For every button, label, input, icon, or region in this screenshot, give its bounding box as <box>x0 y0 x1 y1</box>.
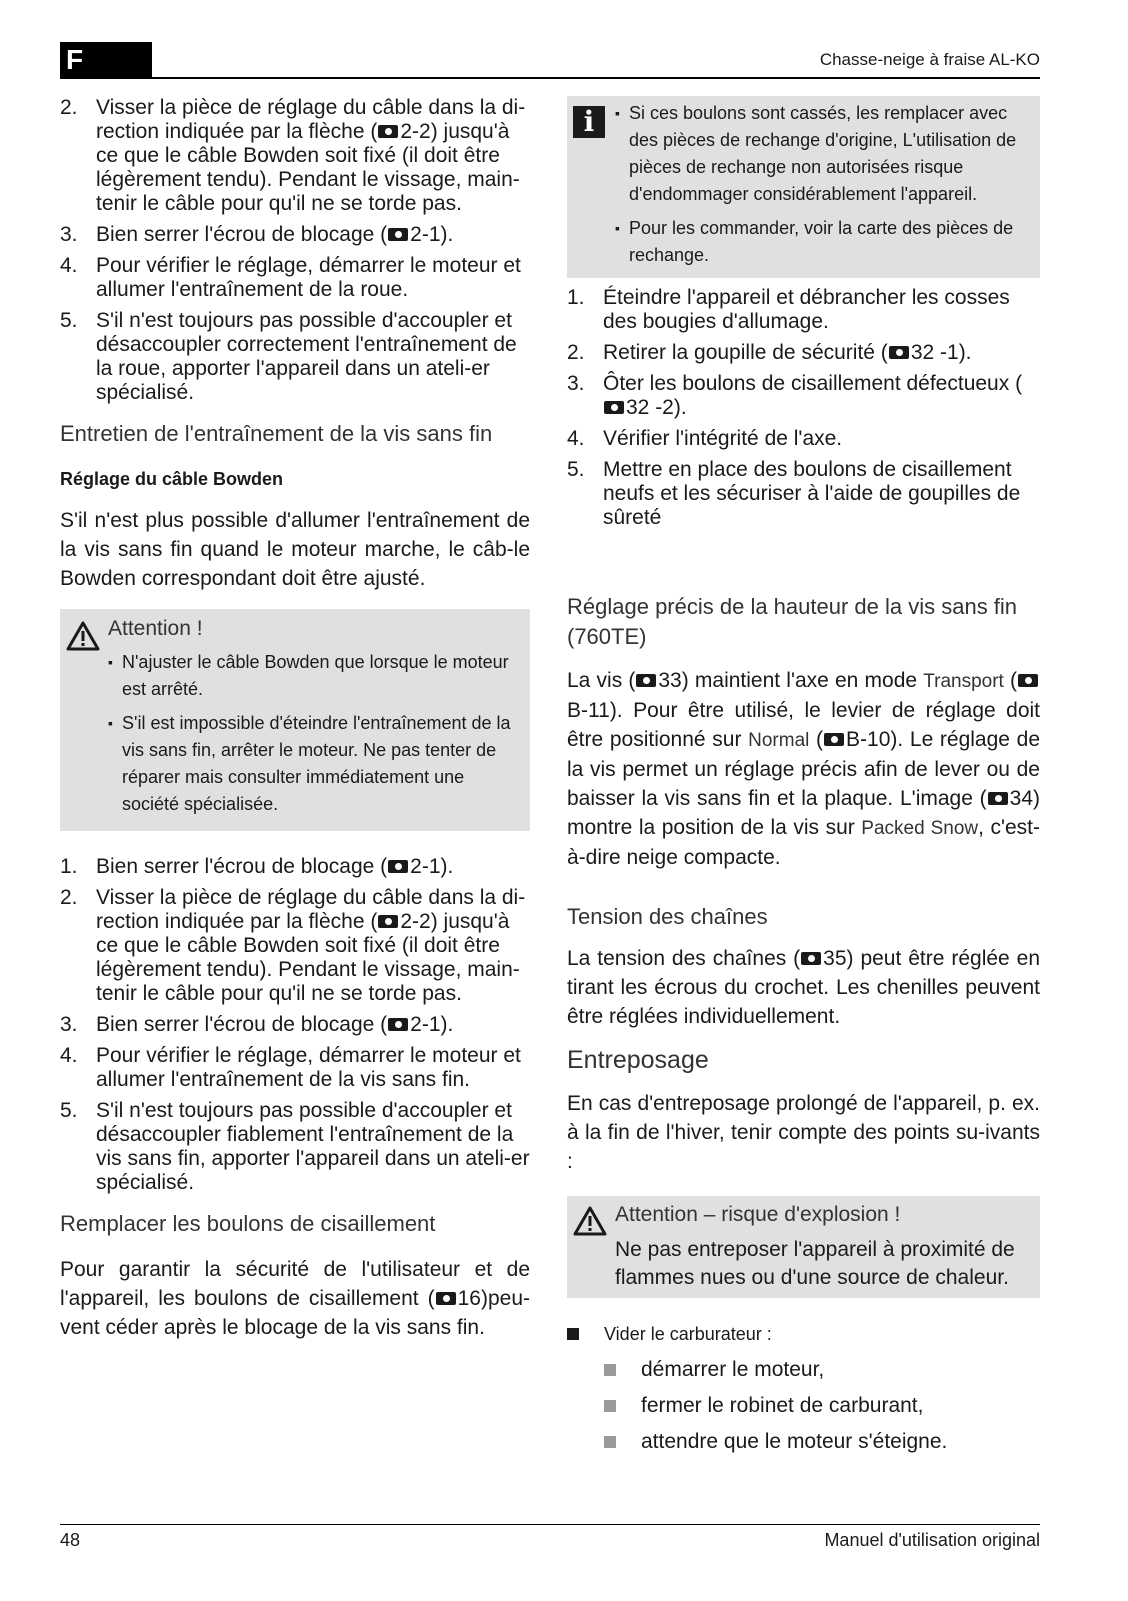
paragraph-text: La tension des chaînes ( <box>567 947 801 970</box>
figure-ref: 16 <box>457 1287 481 1310</box>
figure-ref: 2-2 <box>400 910 431 933</box>
camera-icon <box>378 915 398 928</box>
list-item <box>567 427 1040 451</box>
paragraph-text: La vis ( <box>567 669 636 692</box>
warning-triangle-icon <box>66 621 100 651</box>
page-number: 48 <box>60 1530 81 1550</box>
camera-icon <box>636 674 656 687</box>
auger-drive-steps <box>60 855 530 1195</box>
carburetor-list <box>567 1322 1040 1454</box>
list-item <box>567 1358 1040 1382</box>
figure-ref: 35 <box>823 947 847 970</box>
paragraph-text: ) maintient l'axe en mode <box>681 669 924 692</box>
warning-box <box>60 609 530 831</box>
list-item-text: Vider le carburateur : <box>604 1324 772 1344</box>
step-number: 4. <box>567 427 585 450</box>
info-box <box>567 96 1040 278</box>
footer-title: Manuel d'utilisation original <box>824 1530 1040 1550</box>
figure-ref: 2-1 <box>410 223 441 246</box>
figure-ref: 34 <box>1009 787 1033 810</box>
paragraph-text-end: ) peut être réglée en tirant les écrous du crochet. Les chenilles peuvent être réglées individuellement. <box>567 947 1040 1028</box>
list-item <box>567 1394 1040 1418</box>
figure-ref: 2-1 <box>410 1013 441 1036</box>
warning-title: Attention – risque d'explosion ! <box>615 1203 901 1226</box>
paragraph-text: ( <box>809 728 824 751</box>
step-number: 2. <box>60 886 78 909</box>
list-item <box>567 286 1040 334</box>
list-item <box>60 254 530 302</box>
step-text: Pour vérifier le réglage, démarrer le moteur et allumer l'entraînement de la roue. <box>96 254 521 301</box>
warning-text: Ne pas entreposer l'appareil à proximité de flammes nues ou d'une source de chaleur. <box>615 1238 1015 1289</box>
list-item <box>60 855 530 879</box>
figure-ref: B-11 <box>567 699 610 722</box>
warning-title: Attention ! <box>108 617 203 640</box>
step-number: 4. <box>60 254 78 277</box>
step-number: 3. <box>567 372 585 395</box>
mode-label: Normal <box>748 730 810 751</box>
right-column <box>567 96 1040 1454</box>
header-title: Chasse-neige à fraise AL-KO <box>819 50 1040 69</box>
step-text-end: ) jusqu'à ce que le câble Bowden soit fixé (il doit être légèrement tendu). Pendant le vissage, main-tenir le câble pour qu'il ne se torde pas. <box>96 910 520 1005</box>
paragraph-text: ). Le réglage de la vis permet un réglage précis afin de lever ou de baisser la vis sans fin et la plaque. L'image ( <box>567 728 1041 810</box>
step-number: 4. <box>60 1044 78 1067</box>
step-text: S'il n'est toujours pas possible d'accoupler et désaccoupler fiablement l'entraînement de la vis sans fin, apporter l'appareil dans un ateli-er spécialisé. <box>96 1099 530 1194</box>
camera-icon <box>388 228 408 241</box>
section-heading-height: Réglage précis de la hauteur de la vis sans fin (760TE) <box>567 594 1018 649</box>
explosion-warning-box <box>567 1196 1040 1298</box>
shear-bolts-paragraph <box>60 1255 530 1342</box>
camera-icon <box>388 860 408 873</box>
paragraph-text-end: )peu-vent céder après le blocage de la vis sans fin. <box>60 1287 530 1339</box>
step-text: S'il n'est toujours pas possible d'accoupler et désaccoupler correctement l'entraînement de la roue, apporter l'appareil dans un ateli-er spécialisé. <box>96 309 517 404</box>
section-heading-auger: Entretien de l'entraînement de la vis sans fin <box>60 421 493 446</box>
figure-ref: 2-1 <box>410 855 441 878</box>
square-bullet-icon <box>567 1328 579 1340</box>
list-item <box>60 1013 530 1037</box>
figure-ref: 33 <box>658 669 682 692</box>
figure-ref: 32 -1 <box>910 341 959 364</box>
mode-label: Packed Snow <box>861 818 979 839</box>
step-text-end: ) jusqu'à ce que le câble Bowden soit fixé (il doit être légèrement tendu). Pendant le vissage, main-tenir le câble pour qu'il ne se torde pas. <box>96 120 520 215</box>
info-list <box>615 100 1030 269</box>
wheel-drive-steps <box>60 96 530 405</box>
warning-triangle-icon <box>573 1206 607 1236</box>
step-text: Bien serrer l'écrou de blocage ( <box>96 855 388 878</box>
camera-icon <box>889 346 909 359</box>
step-number: 3. <box>60 223 78 246</box>
step-number: 2. <box>567 341 585 364</box>
list-item: ▪ N'ajuster le câble Bowden que lorsque le moteur est arrêté. <box>108 649 518 703</box>
step-text-end: ). <box>440 855 454 878</box>
step-text: Éteindre l'appareil et débrancher les cosses des bougies d'allumage. <box>603 286 1010 333</box>
step-number: 5. <box>60 309 78 332</box>
list-item <box>60 309 530 405</box>
section-heading-storage: Entreposage <box>567 1046 709 1074</box>
list-item <box>567 1322 1040 1346</box>
paragraph-text: ). Pour être utilisé, le levier de réglage doit être positionné sur <box>567 699 1040 751</box>
step-text-end: ). <box>958 341 972 364</box>
camera-icon <box>824 733 844 746</box>
figure-ref: 2-2 <box>400 120 431 143</box>
list-item <box>567 1430 1040 1454</box>
list-item: ▪ Si ces boulons sont cassés, les remplacer avec des pièces de rechange d'origine, L'utilisation de pièces de rechange non autorisées risque d'endommager considérablement l'appareil. <box>615 100 1030 208</box>
paragraph-text: Pour garantir la sécurité de l'utilisateur et de l'appareil, les boulons de cisaillement ( <box>60 1258 530 1310</box>
section-heading-chains: Tension des chaînes <box>567 904 768 929</box>
camera-icon <box>1018 674 1038 687</box>
step-text: Retirer la goupille de sécurité ( <box>603 341 888 364</box>
step-number: 3. <box>60 1013 78 1036</box>
step-text: Vérifier l'intégrité de l'axe. <box>603 427 843 450</box>
info-icon: i <box>573 106 605 138</box>
figure-ref: 32 -2 <box>626 396 674 419</box>
camera-icon <box>378 125 398 138</box>
step-number: 1. <box>567 286 585 309</box>
list-item <box>567 458 1040 530</box>
camera-icon <box>388 1018 408 1031</box>
camera-icon <box>801 952 821 965</box>
list-item-text: attendre que le moteur s'éteigne. <box>641 1430 948 1453</box>
section-heading-shear-bolts: Remplacer les boulons de cisaillement <box>60 1211 436 1236</box>
list-item <box>60 1044 530 1092</box>
step-number: 5. <box>60 1099 78 1122</box>
square-bullet-icon <box>604 1436 616 1448</box>
warning-list <box>108 649 518 818</box>
step-number: 1. <box>60 855 78 878</box>
camera-icon <box>988 792 1008 805</box>
step-text-end: ). <box>440 1013 454 1036</box>
list-item <box>567 372 1040 420</box>
step-text: Bien serrer l'écrou de blocage ( <box>96 1013 388 1036</box>
paragraph-text: , c'est-à-dire neige compacte. <box>567 816 1041 869</box>
step-text: Mettre en place des boulons de cisaillement neufs et les sécuriser à l'aide de goupilles de sûreté <box>603 458 1021 529</box>
step-text-end: ). <box>673 396 687 419</box>
list-item: ▪ Pour les commander, voir la carte des pièces de rechange. <box>615 215 1030 269</box>
step-text: Bien serrer l'écrou de blocage ( <box>96 223 388 246</box>
camera-icon <box>436 1292 456 1305</box>
step-text: Visser la pièce de réglage du câble dans la di-rection indiquée par la flèche ( <box>96 886 526 933</box>
list-item <box>60 1099 530 1195</box>
list-item-text: démarrer le moteur, <box>641 1358 825 1381</box>
step-text: Ôter les boulons de cisaillement défectueux ( <box>603 372 1023 395</box>
footer-divider <box>60 1524 1040 1525</box>
chains-paragraph <box>567 944 1040 1031</box>
list-item <box>60 886 530 1006</box>
paragraph-text: ( <box>1003 669 1018 692</box>
mode-label: Transport <box>923 671 1004 692</box>
bowden-paragraph: S'il n'est plus possible d'allumer l'entraînement de la vis sans fin quand le moteur marche, le câb-le Bowden correspondant doit être ajusté. <box>60 509 530 590</box>
header-divider <box>60 77 1040 79</box>
shear-bolt-steps <box>567 286 1040 530</box>
list-item <box>60 223 530 247</box>
list-item-text: fermer le robinet de carburant, <box>641 1394 924 1417</box>
left-column <box>60 96 530 1342</box>
camera-icon <box>604 401 624 414</box>
list-item <box>567 341 1040 365</box>
list-item <box>60 96 530 216</box>
paragraph-text: ) montre la position de la vis sur <box>567 787 1040 839</box>
subsection-heading-bowden: Réglage du câble Bowden <box>60 469 284 489</box>
language-badge: F <box>60 42 152 78</box>
square-bullet-icon <box>604 1364 616 1376</box>
square-bullet-icon <box>604 1400 616 1412</box>
list-item: ▪ S'il est impossible d'éteindre l'entraînement de la vis sans fin, arrêter le moteur. Ne pas tenter de réparer mais consulter immédiatement une société spécialisée. <box>108 710 518 818</box>
step-text: Pour vérifier le réglage, démarrer le moteur et allumer l'entraînement de la vis sans fin. <box>96 1044 521 1091</box>
step-text-end: ). <box>440 223 454 246</box>
step-number: 2. <box>60 96 78 119</box>
height-paragraph <box>567 666 1040 872</box>
step-number: 5. <box>567 458 585 481</box>
figure-ref: B-10 <box>846 728 891 751</box>
storage-paragraph: En cas d'entreposage prolongé de l'appareil, p. ex. à la fin de l'hiver, tenir compte des points su-ivants : <box>567 1092 1040 1173</box>
step-text: Visser la pièce de réglage du câble dans la di-rection indiquée par la flèche ( <box>96 96 526 143</box>
